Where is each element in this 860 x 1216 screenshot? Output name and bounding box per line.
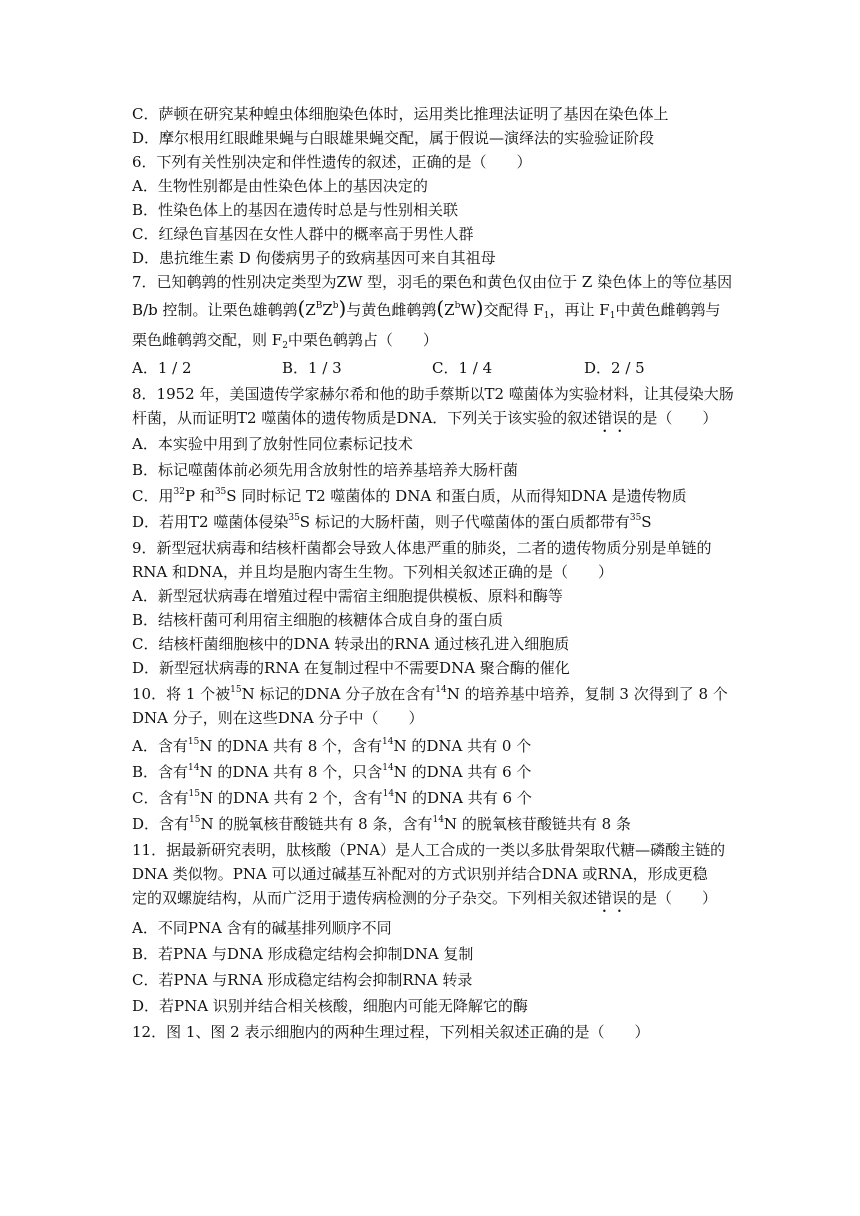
q7-option-d: D．2 / 5: [584, 359, 645, 377]
q10c-1: C．含有: [132, 789, 189, 807]
paren-close: ): [338, 296, 347, 320]
q11-option-d: D．若PNA 识别并结合相关核酸，细胞内可能无降解它的酶: [132, 997, 528, 1015]
iso-14: 14: [432, 815, 444, 825]
q6-option-c: C．红绿色盲基因在女性人群中的概率高于男性人群: [132, 225, 474, 243]
q10d-1: D．含有: [132, 815, 190, 833]
q10d-3: N 的脱氧核苷酸链共有 8 条: [443, 815, 631, 833]
iso-14: 14: [188, 763, 200, 773]
q8d-text-3: S: [641, 513, 652, 531]
q10-option-d: [132, 814, 631, 834]
iso-32: 32: [173, 487, 185, 497]
question-10-line2: DNA 分子，则在这些DNA 分子中（ ）: [132, 709, 424, 727]
q9-option-c: C．结核杆菌细胞核中的DNA 转录出的RNA 通过核孔进入细胞质: [132, 635, 570, 653]
q8-option-d: [132, 512, 652, 532]
q10a-1: A．含有: [132, 737, 188, 755]
q7-option-a: A．1 / 2: [132, 359, 192, 377]
question-7-line2: [132, 298, 720, 320]
q11-option-a: A．不同PNA 含有的碱基排列顺序不同: [132, 919, 392, 937]
q7-text-5: 中黄色雌鹌鹑与: [615, 301, 721, 319]
q9-option-b: B．结核杆菌可利用宿主细胞的核糖体合成自身的蛋白质: [132, 611, 504, 629]
iso-14: 14: [435, 685, 447, 695]
option-c-saton: C．萨顿在研究某种蝗虫体细胞染色体时，运用类比推理法证明了基因在染色体上: [132, 105, 669, 123]
iso-15: 15: [187, 737, 200, 747]
q8-text-1: 杆菌，从而证明T2 噬菌体的遗传物质是DNA．下列关于该实验的叙述: [132, 409, 598, 427]
question-10-line1: [132, 684, 728, 704]
q11-text-1: 定的双螺旋结构，从而广泛用于遗传病检测的分子杂交。下列相关叙述: [132, 889, 598, 907]
q8-option-c: [132, 486, 687, 506]
question-7-line1: 7．已知鹌鹑的性别决定类型为ZW 型，羽毛的栗色和黄色仅由位于 Z 染色体上的等位基因: [132, 273, 733, 291]
q10-option-b: [132, 762, 531, 782]
emphasis-error: 错误: [597, 889, 628, 907]
iso-14: 14: [382, 763, 394, 773]
q9-option-a: A．新型冠状病毒在增殖过程中需宿主细胞提供模板、原料和酶等: [132, 587, 563, 605]
allele-b-upper: B: [315, 301, 323, 311]
q8c-text-2: P 和: [184, 487, 215, 505]
q7-option-c: C．1 / 4: [432, 359, 493, 377]
q11-option-c: C．若PNA 与RNA 形成稳定结构会抑制RNA 转录: [132, 971, 473, 989]
q10c-2: N 的DNA 共有 2 个，含有: [199, 789, 383, 807]
q7-options: [132, 358, 652, 378]
q7-option-b: B．1 / 3: [282, 359, 342, 377]
question-9-line1: 9．新型冠状病毒和结核杆菌都会导致人体患严重的肺炎，二者的遗传物质分别是单链的: [132, 539, 712, 557]
emphasis-error: 错误: [597, 409, 628, 427]
f2-sub: 2: [282, 341, 288, 351]
f1-sub-2: 1: [609, 311, 616, 321]
q10a-3: N 的DNA 共有 0 个: [393, 737, 532, 755]
question-7-line3: [132, 330, 438, 350]
genotype-z: Z: [305, 301, 316, 319]
q10b-1: B．含有: [132, 763, 189, 781]
genotype-w: W: [460, 301, 476, 319]
q10b-2: N 的DNA 共有 8 个，只含: [199, 763, 383, 781]
paren-close-2: ): [475, 296, 484, 320]
q6-option-b: B．性染色体上的基因在遗传时总是与性别相关联: [132, 201, 459, 219]
iso-35-b: 35: [629, 513, 642, 523]
q8-option-a: A．本实验中用到了放射性同位素标记技术: [132, 435, 413, 453]
q10b-3: N 的DNA 共有 6 个: [393, 763, 532, 781]
q10-text-2: N 标记的DNA 分子放在含有: [241, 685, 436, 703]
q11-text-2: 的是（ ）: [627, 889, 718, 907]
q8c-text-3: S 同时标记 T2 噬菌体的 DNA 和蛋白质，从而得知DNA 是遗传物质: [226, 487, 687, 505]
allele-b-lower: b: [332, 301, 339, 311]
iso-15: 15: [188, 789, 200, 799]
option-d-morgan: D．摩尔根用红眼雌果蝇与白眼雄果蝇交配，属于假说—演绎法的实验验证阶段: [132, 129, 655, 147]
genotype-z2: Z: [322, 301, 333, 319]
question-8-line1: 8．1952 年，美国遗传学家赫尔希和他的助手蔡斯以T2 噬菌体为实验材料，让其侵染大肠: [132, 385, 734, 403]
q8-text-2: 的是（ ）: [627, 409, 718, 427]
q10c-3: N 的DNA 共有 6 个: [394, 789, 532, 807]
iso-35-a: 35: [288, 513, 300, 523]
genotype-zw-z: Z: [444, 301, 455, 319]
q11-option-b: B．若PNA 与DNA 形成稳定结构会抑制DNA 复制: [132, 945, 474, 963]
iso-15: 15: [230, 685, 242, 695]
q10a-2: N 的DNA 共有 8 个，含有: [199, 737, 383, 755]
question-11-line2: DNA 类似物。PNA 可以通过碱基互补配对的方式识别并结合DNA 或RNA，形成更稳: [132, 865, 708, 883]
q7-text-2: 与黄色雌鹌鹑: [346, 301, 437, 319]
allele-b-w: b: [454, 301, 461, 311]
question-8-line2: [132, 408, 717, 436]
q8-option-b: B．标记噬菌体前必须先用含放射性的培养基培养大肠杆菌: [132, 461, 519, 479]
question-11-line1: 11．据最新研究表明，肽核酸（PNA）是人工合成的一类以多肽骨架取代糖—磷酸主链的: [132, 841, 726, 859]
iso-15: 15: [189, 815, 201, 825]
iso-14: 14: [382, 737, 394, 747]
q7-text-4: ，再让 F: [549, 301, 610, 319]
f1-sub: 1: [543, 311, 550, 321]
q10d-2: N 的脱氧核苷酸链共有 8 条，含有: [200, 815, 433, 833]
question-6: 6．下列有关性别决定和伴性遗传的叙述，正确的是（ ）: [132, 153, 532, 171]
q7-text-7: 中栗色鹌鹑占（ ）: [287, 331, 438, 349]
q10-option-a: [132, 736, 531, 756]
q7-text-1: B/b 控制。让栗色雄鹌鹑: [132, 301, 298, 319]
q8c-text-1: C．用: [132, 487, 174, 505]
question-9-line2: RNA 和DNA，并且均是胞内寄生生物。下列相关叙述正确的是（ ）: [132, 563, 614, 581]
q6-option-a: A．生物性别都是由性染色体上的基因决定的: [132, 177, 428, 195]
q9-option-d: D．新型冠状病毒的RNA 在复制过程中不需要DNA 聚合酶的催化: [132, 659, 570, 677]
q7-text-6: 栗色雌鹌鹑交配，则 F: [132, 331, 283, 349]
q10-text-1: 10．将 1 个被: [132, 685, 231, 703]
q10-option-c: [132, 788, 532, 808]
q8d-text-1: D．若用T2 噬菌体侵染: [132, 513, 289, 531]
question-11-line3: [132, 888, 717, 916]
q7-text-3: 交配得 F: [483, 301, 544, 319]
question-12: 12．图 1、图 2 表示细胞内的两种生理过程，下列相关叙述正确的是（ ）: [132, 1023, 650, 1041]
genotype-zbzb: (: [297, 296, 306, 320]
iso-35: 35: [214, 487, 227, 497]
q10-text-3: N 的培养基中培养，复制 3 次得到了 8 个: [446, 685, 728, 703]
q8d-text-2: S 标记的大肠杆菌，则子代噬菌体的蛋白质都带有: [299, 513, 630, 531]
iso-14: 14: [382, 789, 395, 799]
paren-open: (: [436, 296, 445, 320]
q6-option-d: D．患抗维生素 D 佝偻病男子的致病基因可来自其祖母: [132, 249, 496, 267]
